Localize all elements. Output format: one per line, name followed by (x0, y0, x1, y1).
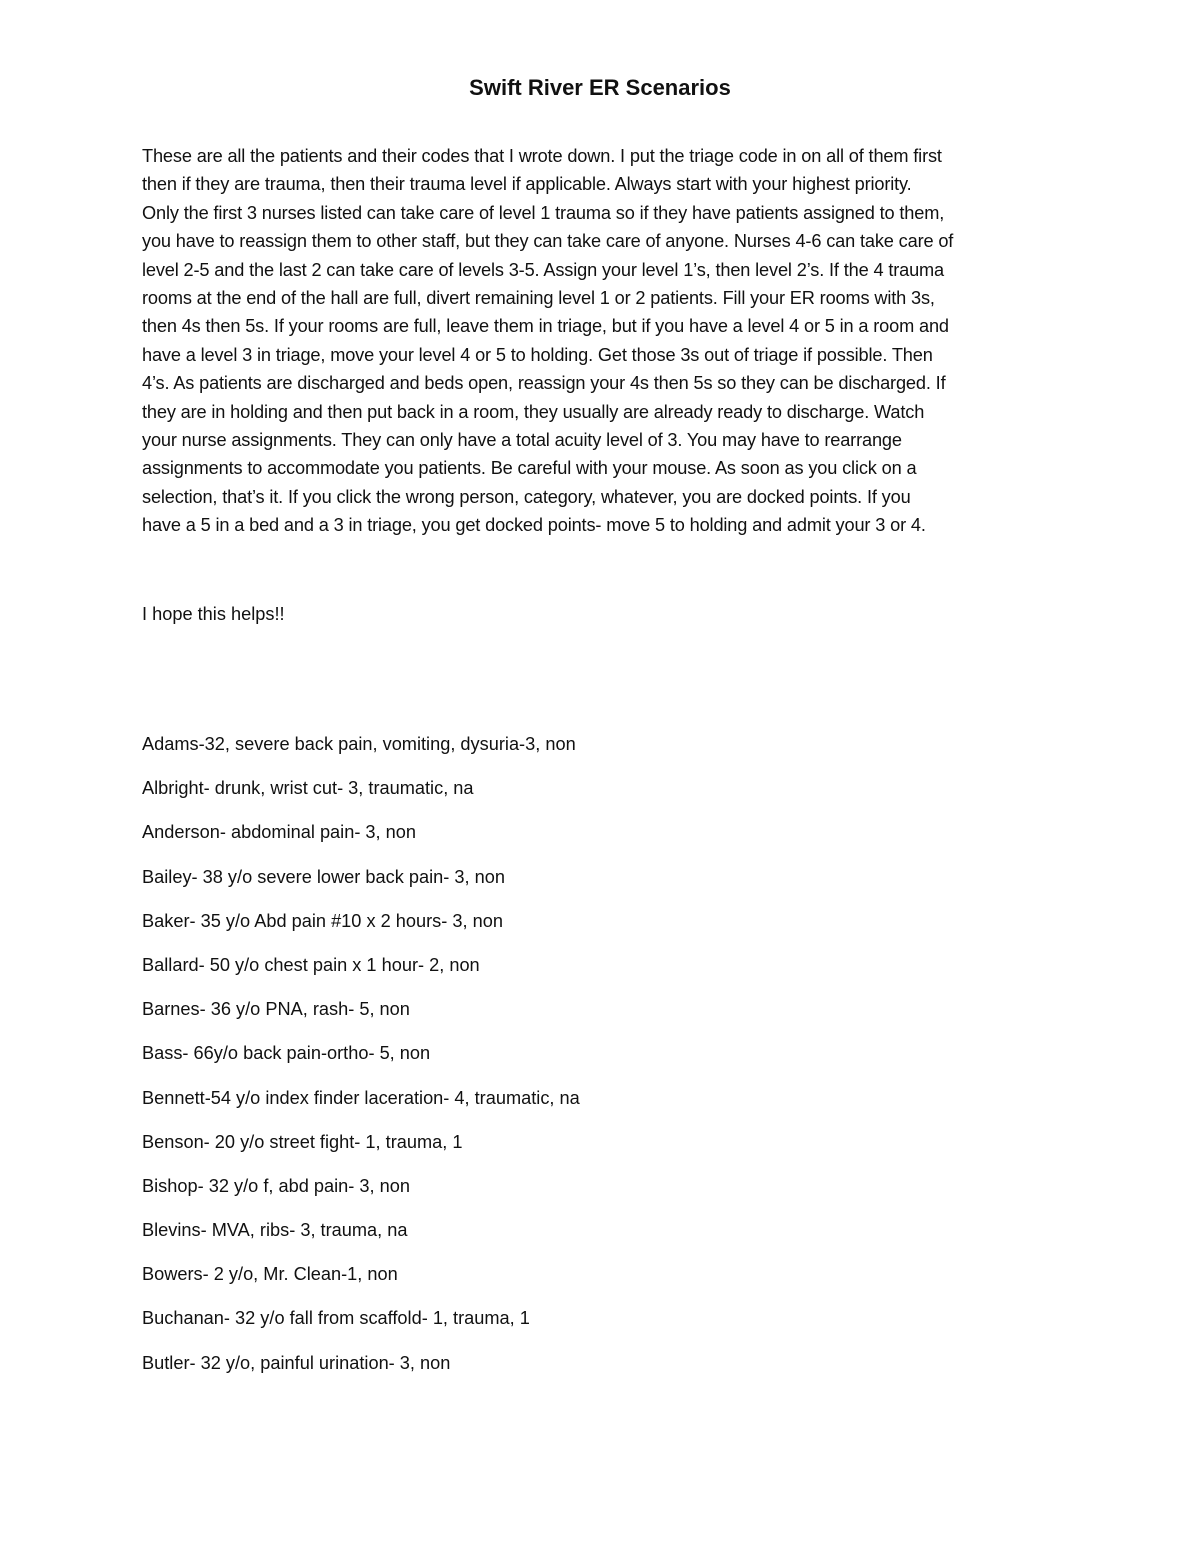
patient-entry: Bass- 66y/o back pain-ortho- 5, non (142, 1043, 431, 1064)
patient-entry: Bishop- 32 y/o f, abd pain- 3, non (142, 1175, 410, 1196)
instructions-line: your nurse assignments. They can only have a total acuity level of 3. You may have to rearrange (142, 430, 902, 451)
instructions-line: rooms at the end of the hall are full, divert remaining level 1 or 2 patients. Fill your ER rooms with 3s, (142, 288, 935, 309)
patient-entry: Blevins- MVA, ribs- 3, trauma, na (142, 1220, 408, 1241)
instructions-line: 4’s. As patients are discharged and beds open, reassign your 4s then 5s so they can be discharged. If (142, 373, 946, 394)
patient-entry: Bennett-54 y/o index finder laceration- 4, traumatic, na (142, 1087, 580, 1108)
patient-entry: Adams-32, severe back pain, vomiting, dysuria-3, non (142, 734, 576, 754)
patient-entry: Butler- 32 y/o, painful urination- 3, non (142, 1352, 451, 1373)
instructions-line: have a level 3 in triage, move your level 4 or 5 to holding. Get those 3s out of triage if possible. Then (142, 344, 933, 365)
patient-entry: Ballard- 50 y/o chest pain x 1 hour- 2, non (142, 954, 480, 975)
patient-entry: Buchanan- 32 y/o fall from scaffold- 1, trauma, 1 (142, 1308, 530, 1329)
patient-entry: Bailey- 38 y/o severe lower back pain- 3, non (142, 866, 505, 887)
instructions-paragraph (142, 142, 1054, 540)
patient-entry: Baker- 35 y/o Abd pain #10 x 2 hours- 3, non (142, 910, 503, 931)
closing-note: I hope this helps!! (142, 604, 285, 624)
instructions-line: you have to reassign them to other staff, but they can take care of anyone. Nurses 4-6 can take care of (142, 231, 954, 252)
patient-entry: Benson- 20 y/o street fight- 1, trauma, 1 (142, 1131, 463, 1152)
instructions-line: These are all the patients and their codes that I wrote down. I put the triage code in on all of them first (142, 146, 942, 166)
document-title: Swift River ER Scenarios (469, 75, 731, 100)
instructions-line: Only the first 3 nurses listed can take care of level 1 trauma so if they have patients assigned to them, (142, 202, 945, 223)
patient-list (142, 730, 580, 1393)
instructions-line: level 2-5 and the last 2 can take care of levels 3-5. Assign your level 1’s, then level 2’s. If the 4 trauma (142, 259, 945, 280)
instructions-line: then 4s then 5s. If your rooms are full, leave them in triage, but if you have a level 4 or 5 in a room and (142, 316, 949, 337)
patient-entry: Anderson- abdominal pain- 3, non (142, 822, 417, 843)
instructions-line: then if they are trauma, then their trauma level if applicable. Always start with your highest priority. (142, 174, 912, 195)
instructions-line: have a 5 in a bed and a 3 in triage, you get docked points- move 5 to holding and admit your 3 or 4. (142, 515, 926, 536)
instructions-line: selection, that’s it. If you click the wrong person, category, whatever, you are docked points. If you (142, 486, 911, 507)
patient-entry: Albright- drunk, wrist cut- 3, traumatic, na (142, 778, 474, 799)
patient-entry: Bowers- 2 y/o, Mr. Clean-1, non (142, 1264, 398, 1285)
instructions-line: they are in holding and then put back in a room, they usually are already ready to discharge. Watch (142, 401, 925, 422)
instructions-line: assignments to accommodate you patients. Be careful with your mouse. As soon as you click on a (142, 458, 917, 479)
patient-entry: Barnes- 36 y/o PNA, rash- 5, non (142, 999, 410, 1020)
